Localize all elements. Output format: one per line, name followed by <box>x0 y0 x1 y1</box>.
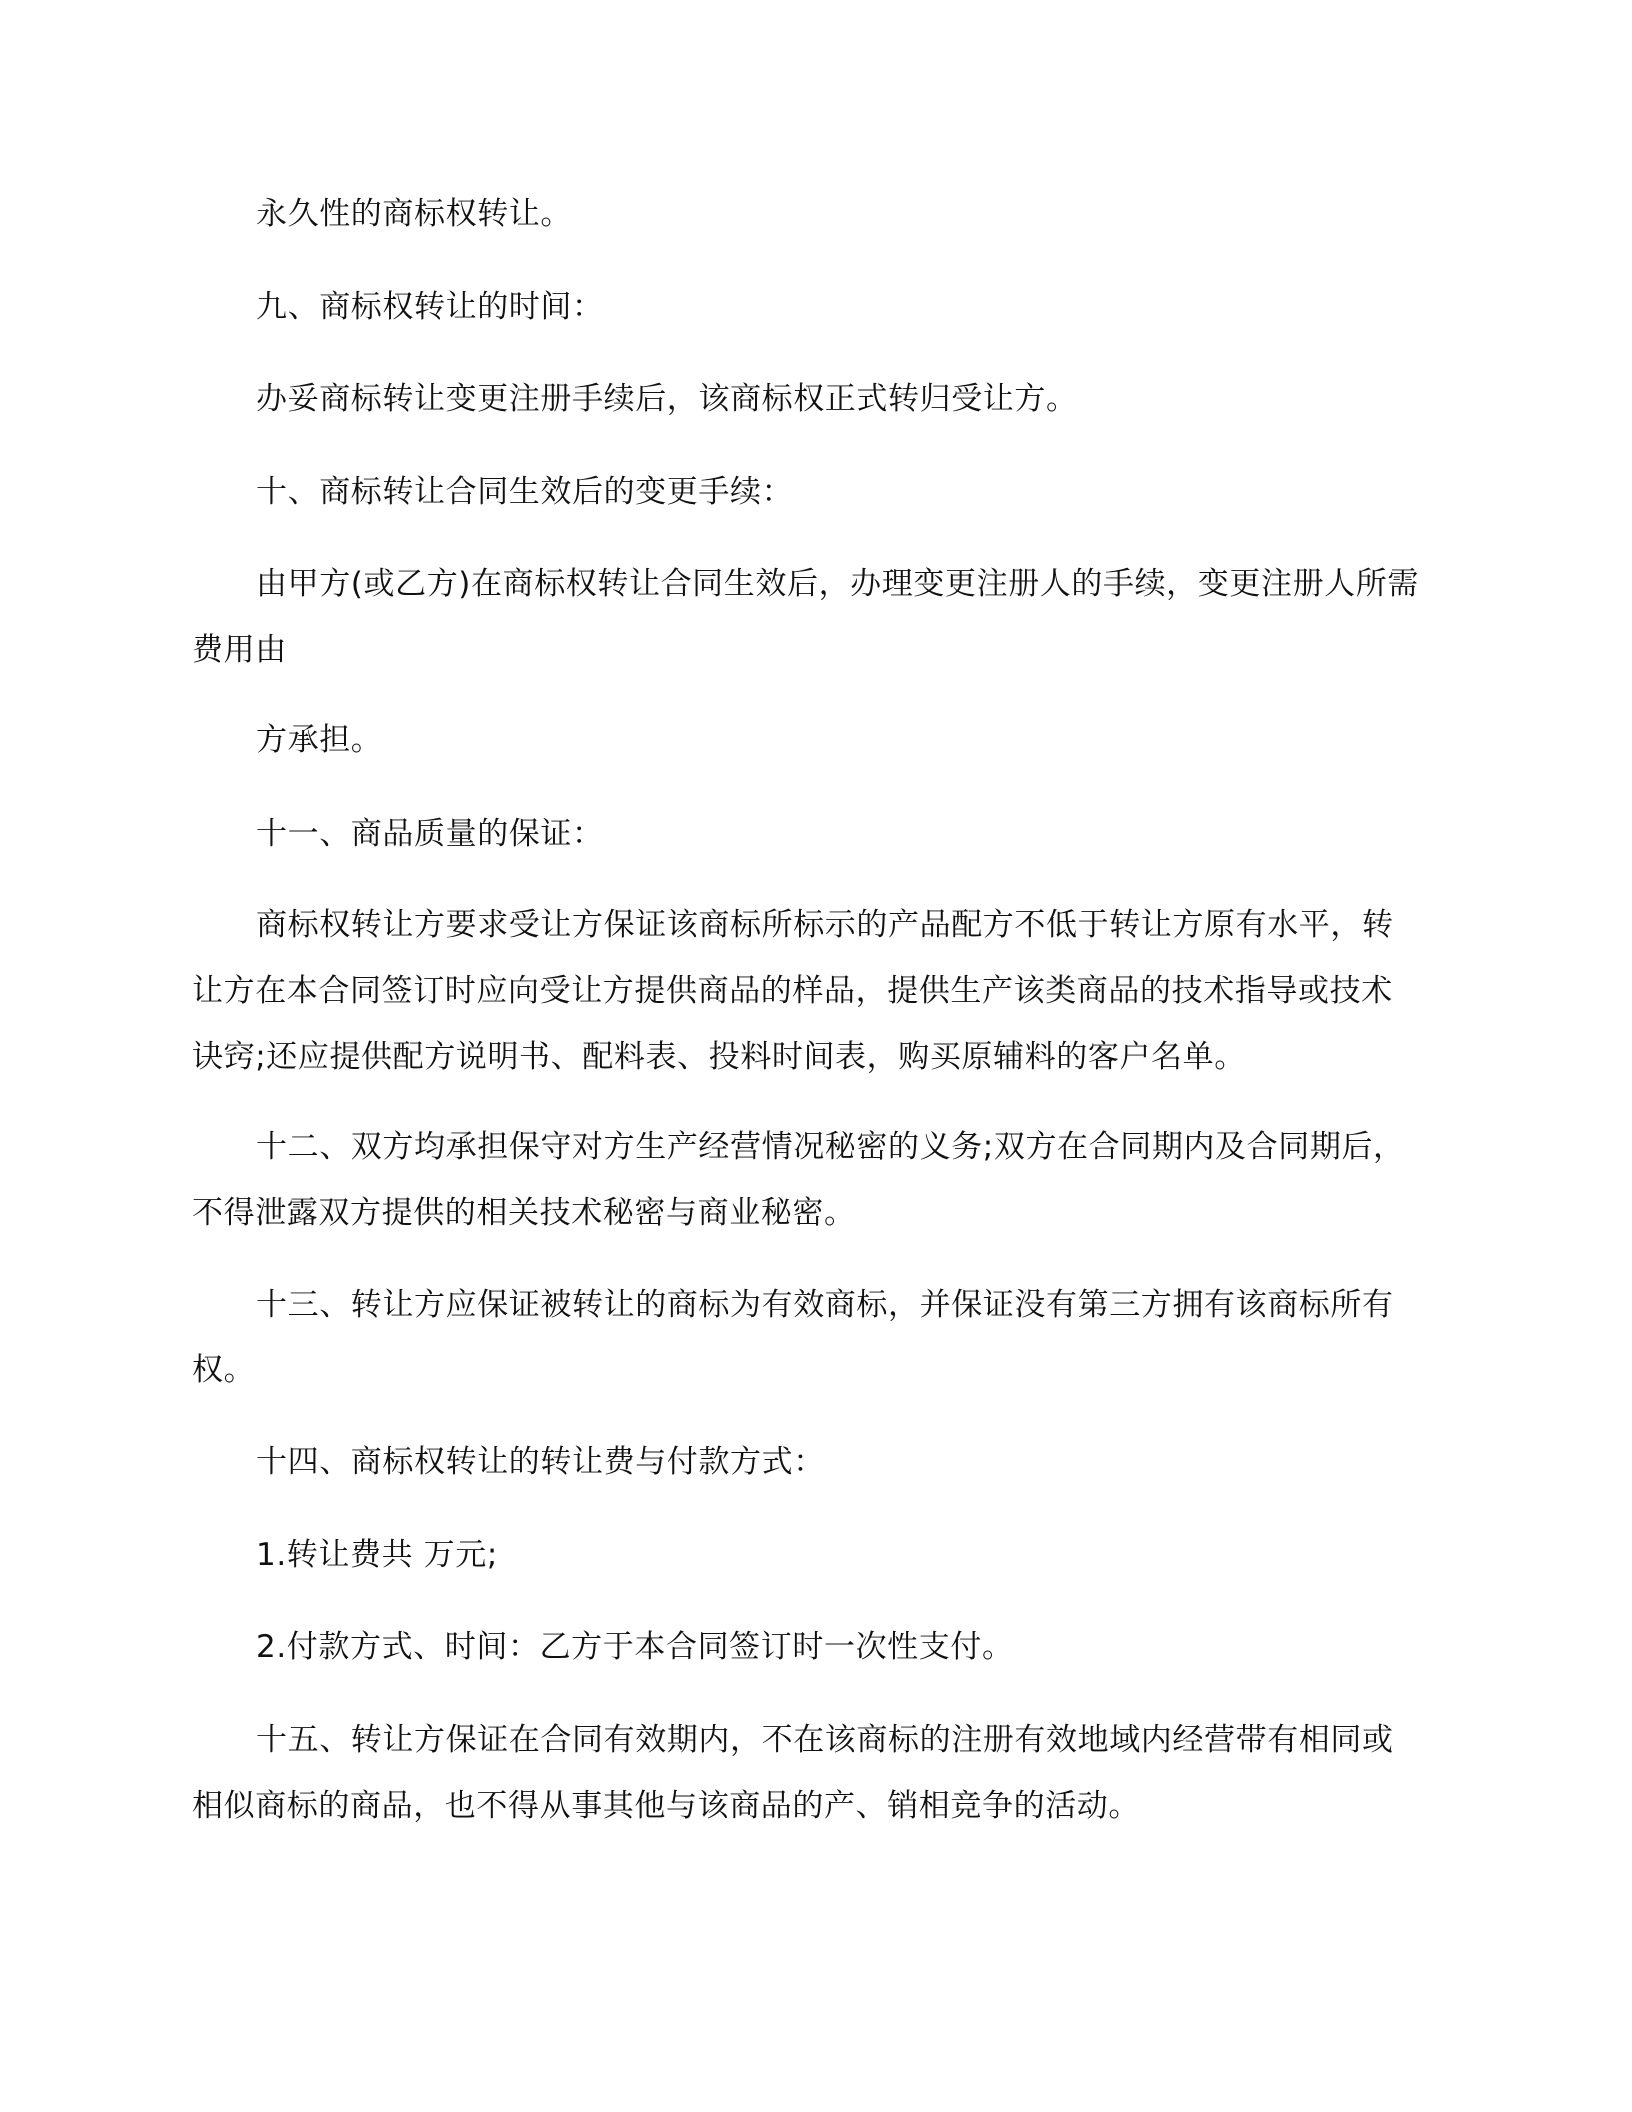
section-heading-13: 十三、转让方应保证被转让的商标为有效商标，并保证没有第三方拥有该商标所有 <box>256 1287 1394 1323</box>
section-heading-14: 十四、商标权转让的转让费与付款方式： <box>256 1444 825 1480</box>
paragraph-line-3: 办妥商标转让变更注册手续后，该商标权正式转归受让方。 <box>256 381 1078 417</box>
paragraph-line-6: 费用由 <box>192 632 287 668</box>
section-heading-15: 十五、转让方保证在合同有效期内，不在该商标的注册有效地域内经营带有相同或 <box>256 1722 1394 1758</box>
paragraph-line-13: 不得泄露双方提供的相关技术秘密与商业秘密。 <box>192 1195 856 1231</box>
section-heading-11: 十一、商品质量的保证： <box>256 816 604 852</box>
section-heading-12: 十二、双方均承担保守对方生产经营情况秘密的义务;双方在合同期内及合同期后， <box>256 1129 1405 1165</box>
section-heading-9: 九、商标权转让的时间： <box>256 289 604 325</box>
paragraph-line-9: 商标权转让方要求受让方保证该商标所标示的产品配方不低于转让方原有水平，转 <box>256 907 1394 943</box>
section-heading-10: 十、商标转让合同生效后的变更手续： <box>256 474 794 510</box>
paragraph-line-20: 相似商标的商品，也不得从事其他与该商品的产、销相竞争的活动。 <box>192 1788 1140 1824</box>
list-item-1: 1.转让费共 万元; <box>256 1537 498 1573</box>
paragraph-line-10: 让方在本合同签订时应向受让方提供商品的样品，提供生产该类商品的技术指导或技术 <box>192 973 1393 1009</box>
paragraph-line-7: 方承担。 <box>256 722 383 758</box>
paragraph-line-5: 由甲方(或乙方)在商标权转让合同生效后，办理变更注册人的手续，变更注册人所需 <box>256 566 1419 602</box>
list-item-2: 2.付款方式、时间：乙方于本合同签订时一次性支付。 <box>256 1629 1014 1665</box>
paragraph-line-1: 永久性的商标权转让。 <box>256 196 572 232</box>
paragraph-line-11: 诀窍;还应提供配方说明书、配料表、投料时间表，购买原辅料的客户名单。 <box>192 1039 1246 1075</box>
paragraph-line-15: 权。 <box>192 1352 256 1388</box>
